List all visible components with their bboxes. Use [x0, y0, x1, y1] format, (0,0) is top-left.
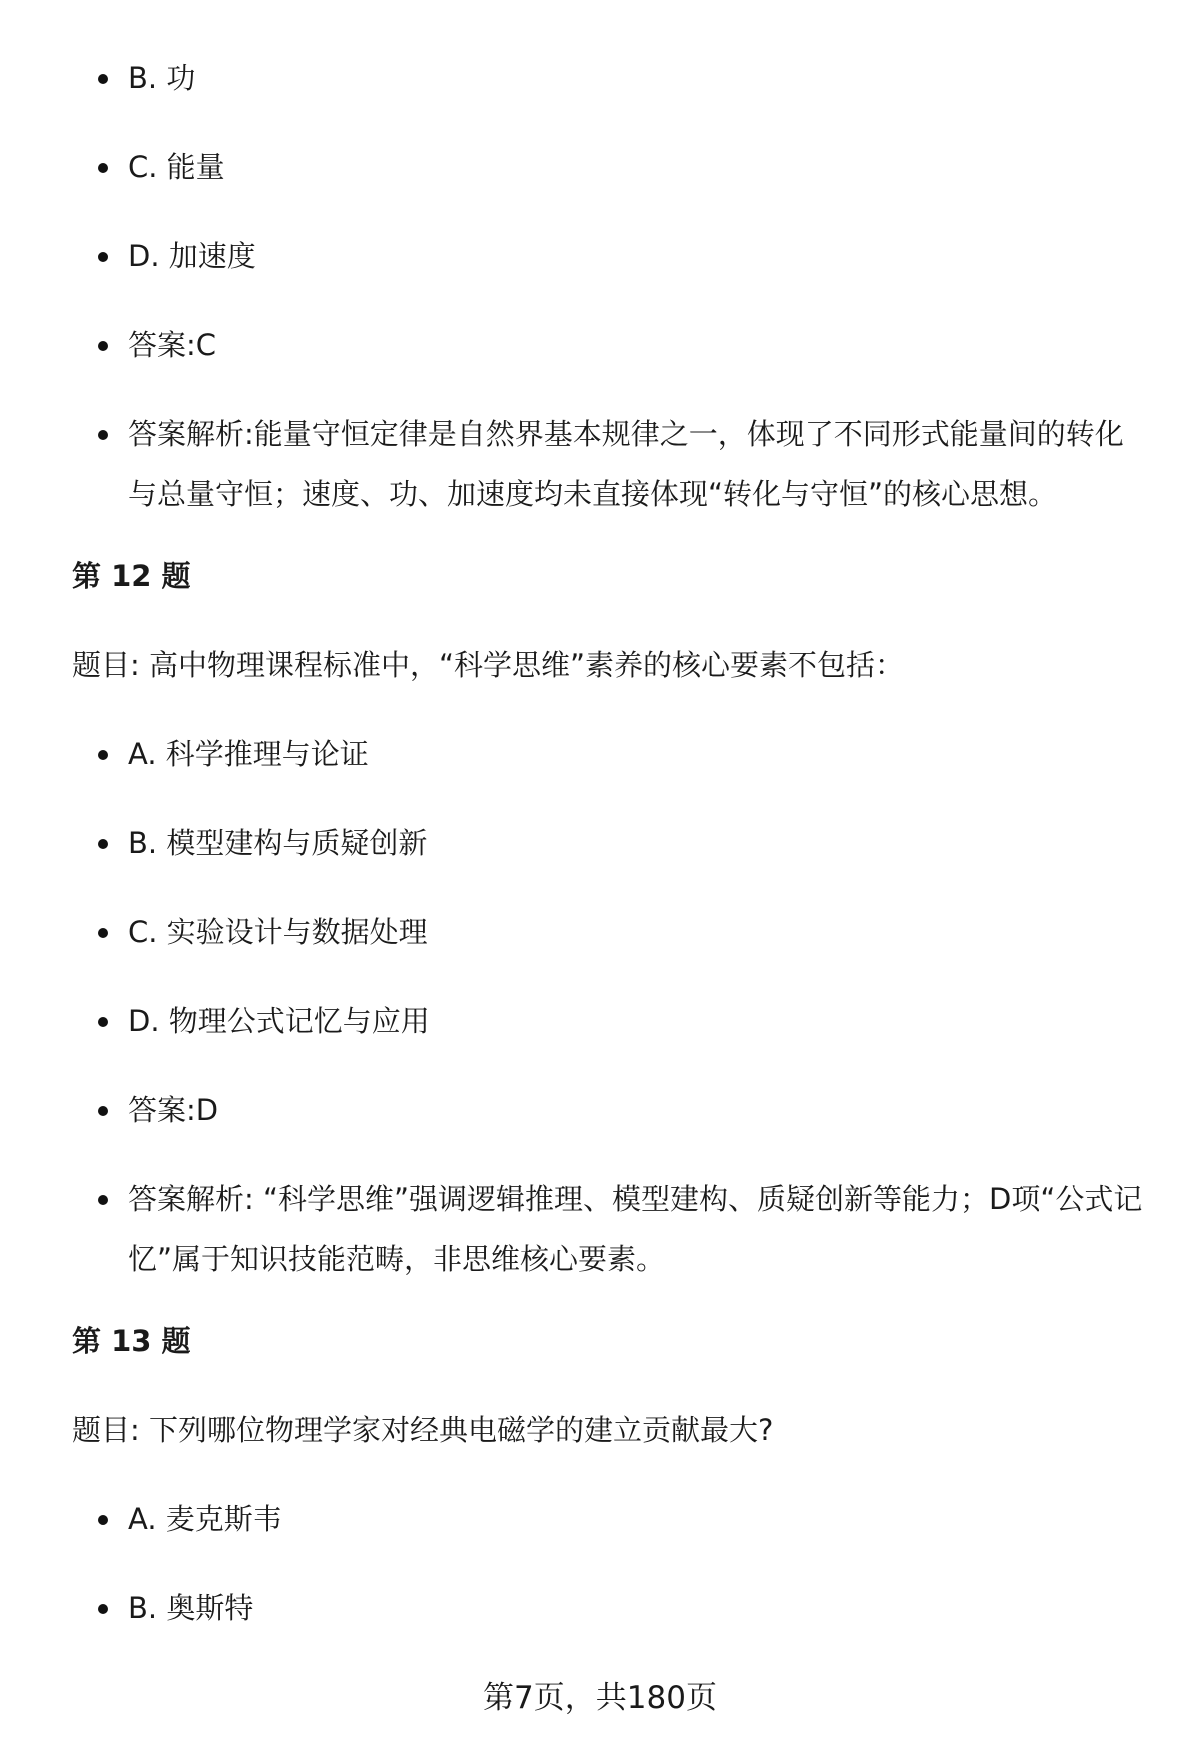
q12-option-a: A. 科学推理与论证 [72, 724, 1152, 784]
q11-option-b: B. 功 [72, 48, 1152, 108]
q13-heading: 第 13 题 [72, 1324, 191, 1358]
q13-option-b: B. 奥斯特 [72, 1578, 1152, 1638]
q12-option-list [72, 724, 1152, 1289]
document-content [72, 48, 1152, 1667]
page-number-footer: 第7页，共180页 [483, 1680, 717, 1716]
q12-explanation: 答案解析: “科学思维”强调逻辑推理、模型建构、质疑创新等能力；D项“公式记忆”属于知识技能范畴，非思维核心要素。 [72, 1169, 1152, 1289]
q11-option-list [72, 48, 1152, 524]
q11-explanation: 答案解析:能量守恒定律是自然界基本规律之一，体现了不同形式能量间的转化与总量守恒；速度、功、加速度均未直接体现“转化与守恒”的核心思想。 [72, 404, 1152, 524]
q12-option-c: C. 实验设计与数据处理 [72, 902, 1152, 962]
q13-question: 题目: 下列哪位物理学家对经典电磁学的建立贡献最大? [72, 1413, 774, 1447]
q11-answer: 答案:C [72, 315, 1152, 375]
q12-option-b: B. 模型建构与质疑创新 [72, 813, 1152, 873]
q13-option-a: A. 麦克斯韦 [72, 1489, 1152, 1549]
q11-option-d: D. 加速度 [72, 226, 1152, 286]
q11-option-c: C. 能量 [72, 137, 1152, 197]
q13-option-list [72, 1489, 1152, 1638]
q12-heading: 第 12 题 [72, 559, 191, 593]
q12-question: 题目: 高中物理课程标准中，“科学思维”素养的核心要素不包括： [72, 648, 905, 682]
q12-option-d: D. 物理公式记忆与应用 [72, 991, 1152, 1051]
q12-answer: 答案:D [72, 1080, 1152, 1140]
